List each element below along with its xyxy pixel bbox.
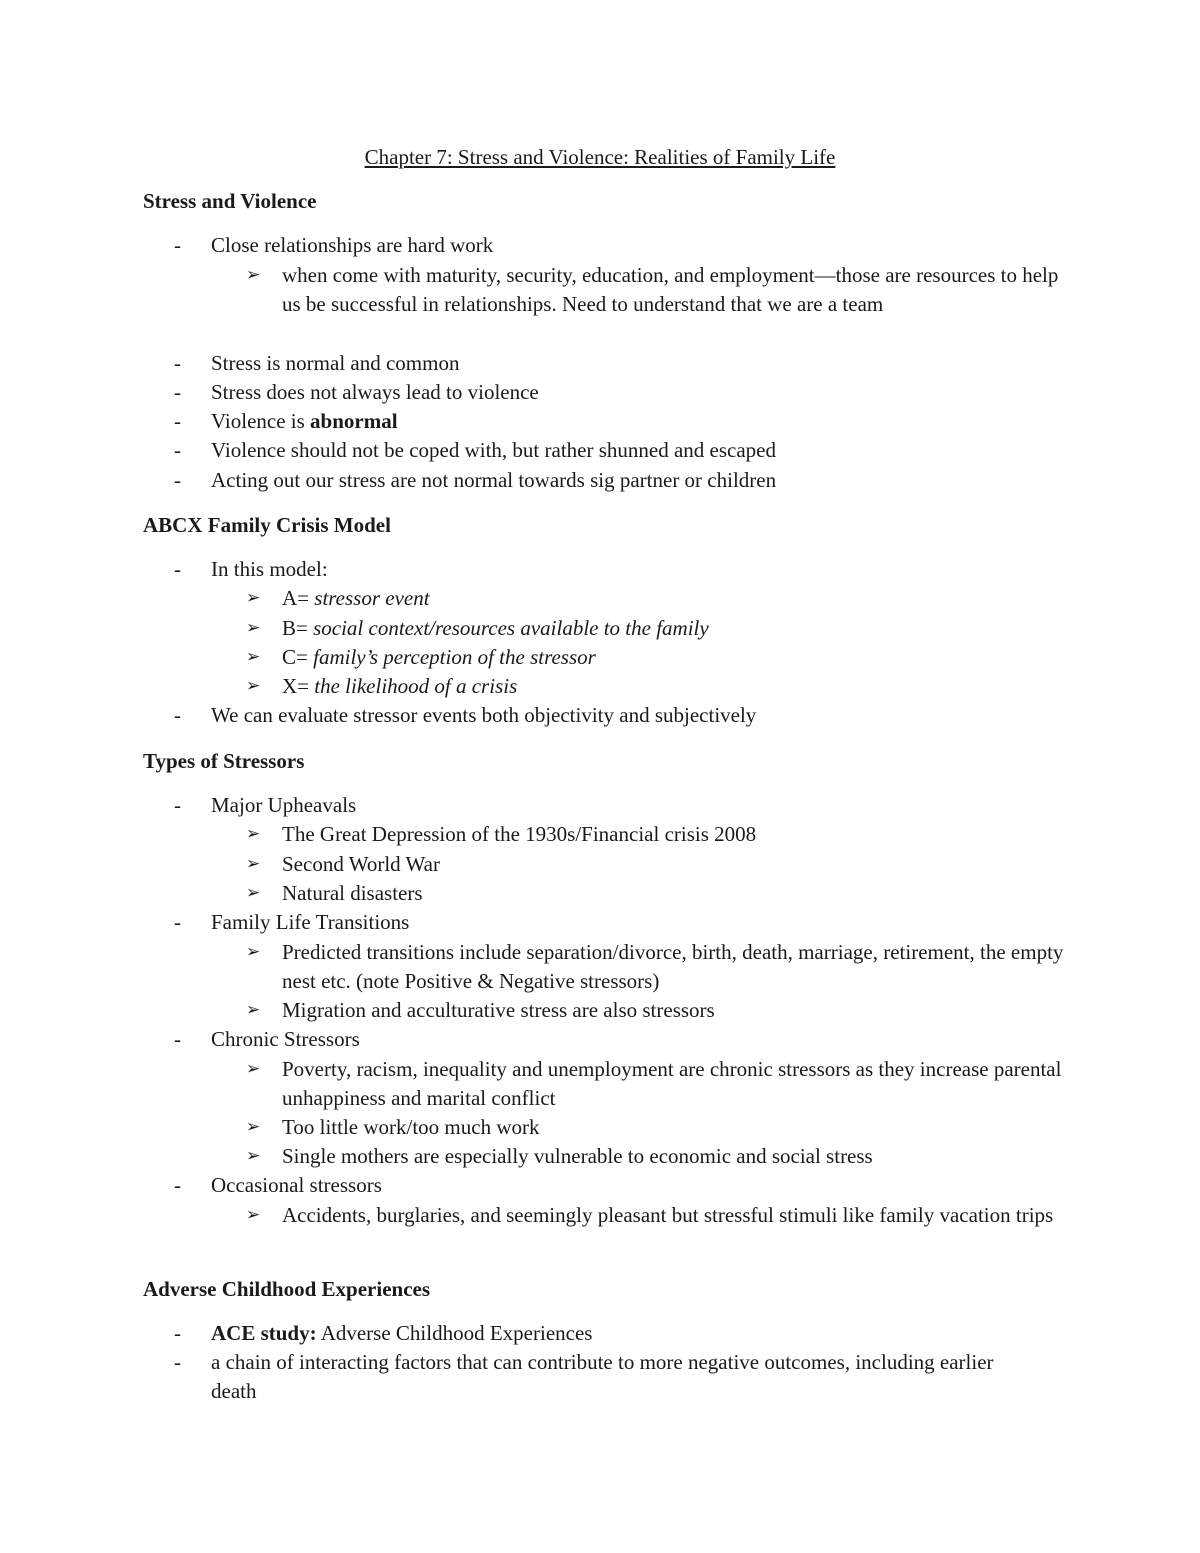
list-item-text: [211, 407, 398, 436]
sub-list-item: [246, 1201, 1072, 1230]
list-item-text: [211, 1319, 592, 1348]
arrow-bullet-icon: ➢: [246, 1059, 261, 1079]
arrow-bullet-icon: ➢: [246, 1000, 261, 1020]
list-item: [174, 378, 539, 407]
list-item-text: Family Life Transitions: [211, 910, 410, 934]
sub-list-item: [246, 584, 1072, 613]
sub-list-item: [246, 850, 1072, 879]
sub-list-item: [246, 1113, 1072, 1142]
arrow-bullet-icon: ➢: [246, 824, 261, 844]
dash-bullet: -: [174, 793, 181, 817]
sub-list-item-text: Predicted transitions include separation/divorce, birth, death, marriage, retirement, the empty nest etc. (note Positive & Negative stressors): [282, 940, 1064, 994]
sub-list-item-text: Too little work/too much work: [282, 1115, 540, 1139]
arrow-bullet-icon: ➢: [246, 618, 261, 638]
section-heading: Stress and Violence: [143, 189, 317, 213]
text-run: Violence is: [211, 409, 311, 433]
dash-bullet: -: [174, 380, 181, 404]
arrow-bullet-icon: ➢: [246, 883, 261, 903]
list-item: [174, 231, 493, 260]
sub-list-item: [246, 672, 1072, 701]
dash-bullet: -: [174, 557, 181, 581]
sub-list-item-text: [282, 643, 1072, 672]
list-item: [174, 466, 776, 495]
dash-bullet: -: [174, 351, 181, 375]
italic-definition: stressor event: [314, 586, 430, 610]
bold-term: ACE study:: [211, 1321, 317, 1345]
text-run: A=: [282, 586, 315, 610]
list-item-text: Acting out our stress are not normal towards sig partner or children: [211, 468, 777, 492]
dash-bullet: -: [174, 233, 181, 257]
sub-list-item: [246, 1142, 1072, 1171]
list-item-text: Violence should not be coped with, but rather shunned and escaped: [211, 438, 776, 462]
list-item: [174, 1319, 592, 1348]
list-item-text: Major Upheavals: [211, 793, 357, 817]
sub-list-item: [246, 1055, 1072, 1114]
list-item: [174, 701, 756, 730]
bold-term: abnormal: [310, 409, 398, 433]
italic-definition: social context/resources available to the family: [313, 616, 709, 640]
list-item-text: Stress is normal and common: [211, 351, 460, 375]
arrow-bullet-icon: ➢: [246, 942, 261, 962]
dash-bullet: -: [174, 1027, 181, 1051]
sub-list-item: [246, 261, 1072, 320]
section-heading: ABCX Family Crisis Model: [143, 513, 391, 537]
sub-list-item-text: Accidents, burglaries, and seemingly pleasant but stressful stimuli like family vacation trips: [282, 1203, 1054, 1227]
arrow-bullet-icon: ➢: [246, 588, 261, 608]
sub-list-item: [246, 643, 1072, 672]
sub-list-item-text: [282, 672, 1072, 701]
list-item: [174, 436, 776, 465]
list-item-text: We can evaluate stressor events both objectivity and subjectively: [211, 703, 757, 727]
dash-bullet: -: [174, 409, 181, 433]
sub-list-item-text: [282, 584, 1072, 613]
text-run: X=: [282, 674, 315, 698]
arrow-bullet-icon: ➢: [246, 854, 261, 874]
sub-list-item-text: Single mothers are especially vulnerable to economic and social stress: [282, 1144, 873, 1168]
section-heading: Types of Stressors: [143, 749, 305, 773]
dash-bullet: -: [174, 1173, 181, 1197]
sub-list-item-text: Migration and acculturative stress are also stressors: [282, 998, 715, 1022]
arrow-bullet-icon: ➢: [246, 1146, 261, 1166]
list-item-text: Close relationships are hard work: [211, 233, 494, 257]
sub-list-item-text: The Great Depression of the 1930s/Financial crisis 2008: [282, 822, 757, 846]
text-run: B=: [282, 616, 314, 640]
text-run: Adverse Childhood Experiences: [316, 1321, 593, 1345]
sub-list-item: [246, 820, 1072, 849]
list-item: [174, 407, 398, 436]
list-item: [174, 1171, 382, 1200]
sub-list-item-text: Natural disasters: [282, 881, 423, 905]
dash-bullet: -: [174, 1350, 181, 1374]
document-title: Chapter 7: Stress and Violence: Realities of Family Life: [364, 145, 836, 169]
list-item-text: Stress does not always lead to violence: [211, 380, 539, 404]
list-item: [174, 791, 356, 820]
dash-bullet: -: [174, 468, 181, 492]
sub-list-item-text: Second World War: [282, 852, 440, 876]
list-item-text: Occasional stressors: [211, 1173, 382, 1197]
sub-list-item: [246, 938, 1072, 997]
text-run: C=: [282, 645, 314, 669]
list-item: [174, 908, 409, 937]
dash-bullet: -: [174, 1321, 181, 1345]
sub-list-item-text: when come with maturity, security, education, and employment—those are resources to help us be successful in relationships. Need to understand that we are a team: [282, 263, 1059, 317]
arrow-bullet-icon: ➢: [246, 1117, 261, 1137]
dash-bullet: -: [174, 703, 181, 727]
arrow-bullet-icon: ➢: [246, 1205, 261, 1225]
list-item: [174, 1025, 360, 1054]
list-item: [174, 349, 459, 378]
italic-definition: the likelihood of a crisis: [314, 674, 518, 698]
sub-list-item-text: [282, 614, 1072, 643]
sub-list-item: [246, 996, 1072, 1025]
sub-list-item-text: Poverty, racism, inequality and unemployment are chronic stressors as they increase parental unhappiness and marital conflict: [282, 1057, 1062, 1111]
arrow-bullet-icon: ➢: [246, 265, 261, 285]
arrow-bullet-icon: ➢: [246, 647, 261, 667]
dash-bullet: -: [174, 438, 181, 462]
sub-list-item: [246, 879, 1072, 908]
sub-list-item: [246, 614, 1072, 643]
list-item-text: Chronic Stressors: [211, 1027, 360, 1051]
dash-bullet: -: [174, 910, 181, 934]
list-item: [174, 1348, 1041, 1407]
list-item-text: a chain of interacting factors that can contribute to more negative outcomes, including earlier death: [211, 1350, 994, 1404]
arrow-bullet-icon: ➢: [246, 676, 261, 696]
list-item-text: In this model:: [211, 557, 328, 581]
section-heading: Adverse Childhood Experiences: [143, 1277, 431, 1301]
list-item: [174, 555, 328, 584]
italic-definition: family’s perception of the stressor: [313, 645, 596, 669]
